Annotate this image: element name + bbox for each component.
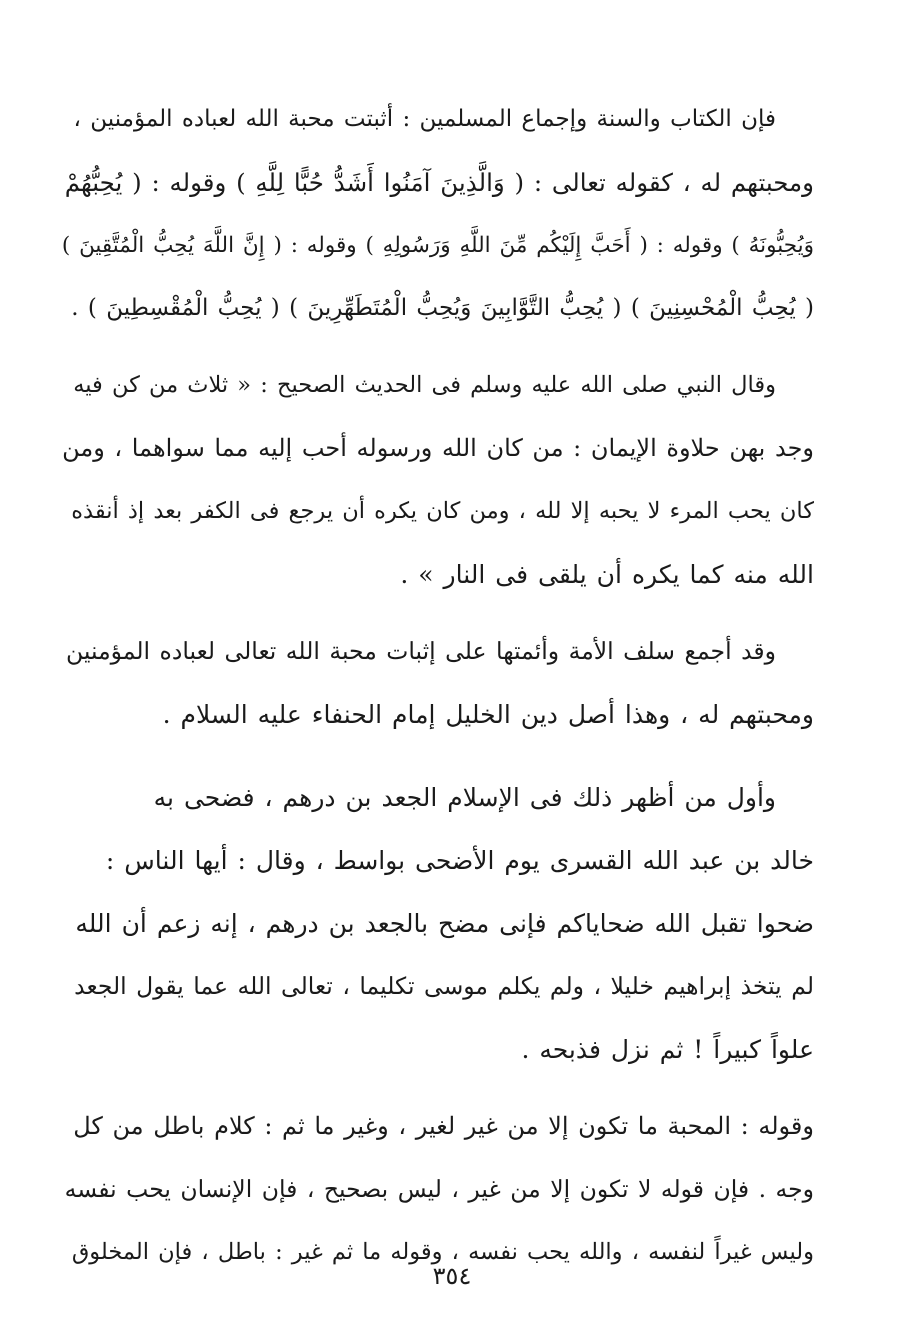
text-line: ( يُحِبُّ الْمُحْسِنِينَ ) ( يُحِبُّ التَّوَّابِينَ وَيُحِبُّ الْمُتَطَهِّرِينَ ) ( يُحِبُّ الْمُقْسِطِينَ ) .	[71, 295, 814, 321]
page-body	[62, 88, 814, 1265]
text-line: خالد بن عبد الله القسرى يوم الأضحى بواسط ، وقال : أيها الناس :	[105, 846, 814, 875]
text-line: وأول من أظهر ذلك فى الإسلام الجعد بن درهم ، فضحى به	[153, 783, 776, 812]
text-line: الله منه كما يكره أن يلقى فى النار » .	[400, 560, 814, 589]
paragraph-refutation	[62, 1095, 814, 1284]
text-line: كان يحب المرء لا يحبه إلا لله ، ومن كان يكره أن يرجع فى الكفر بعد إذ أنقذه	[71, 498, 814, 524]
text-line: وَيُحِبُّونَهُ ) وقوله : ( أَحَبَّ إِلَيْكُم مِّنَ اللَّهِ وَرَسُولِهِ ) وقوله : ( إِنَّ اللَّهَ يُحِبُّ الْمُتَّقِينَ )	[62, 233, 814, 258]
paragraph-consensus	[62, 620, 814, 746]
text-line: لم يتخذ إبراهيم خليلا ، ولم يكلم موسى تكليما ، تعالى الله عما يقول الجعد	[74, 972, 814, 1000]
page-number: ٣٥٤	[432, 1262, 472, 1290]
text-line: وليس غيراً لنفسه ، والله يحب نفسه ، وقوله ما ثم غير : باطل ، فإن المخلوق	[71, 1239, 814, 1265]
text-line: وقوله : المحبة ما تكون إلا من غير لغير ، وغير ما ثم : كلام باطل من كل	[73, 1112, 814, 1140]
text-line: علواً كبيراً ! ثم نزل فذبحه .	[521, 1035, 814, 1064]
text-line: ومحبتهم له ، كقوله تعالى : ( وَالَّذِينَ آمَنُوا أَشَدُّ حُبًّا لِلَّهِ ) وقوله : ( يُحِبُّهُمْ	[64, 168, 814, 197]
text-line: وجد بهن حلاوة الإيمان : من كان الله ورسوله أحب إليه مما سواهما ، ومن	[62, 434, 814, 462]
paragraph-love-evidence	[62, 88, 814, 340]
text-line: ومحبتهم له ، وهذا أصل دين الخليل إمام الحنفاء عليه السلام .	[162, 700, 814, 729]
text-line: وقال النبي صلى الله عليه وسلم فى الحديث الصحيح : « ثلاث من كن فيه	[73, 372, 776, 398]
text-line: فإن الكتاب والسنة وإجماع المسلمين : أثبتت محبة الله لعباده المؤمنين ،	[73, 106, 776, 132]
paragraph-jaad	[62, 766, 814, 1081]
text-line: وجه . فإن قوله لا تكون إلا من غير ، ليس بصحيح ، فإن الإنسان يحب نفسه	[64, 1175, 814, 1203]
text-line: وقد أجمع سلف الأمة وأئمتها على إثبات محبة الله تعالى لعباده المؤمنين	[66, 637, 776, 665]
paragraph-hadith	[62, 354, 814, 606]
text-line: ضحوا تقبل الله ضحاياكم فإنى مضح بالجعد بن درهم ، إنه زعم أن الله	[75, 909, 814, 938]
